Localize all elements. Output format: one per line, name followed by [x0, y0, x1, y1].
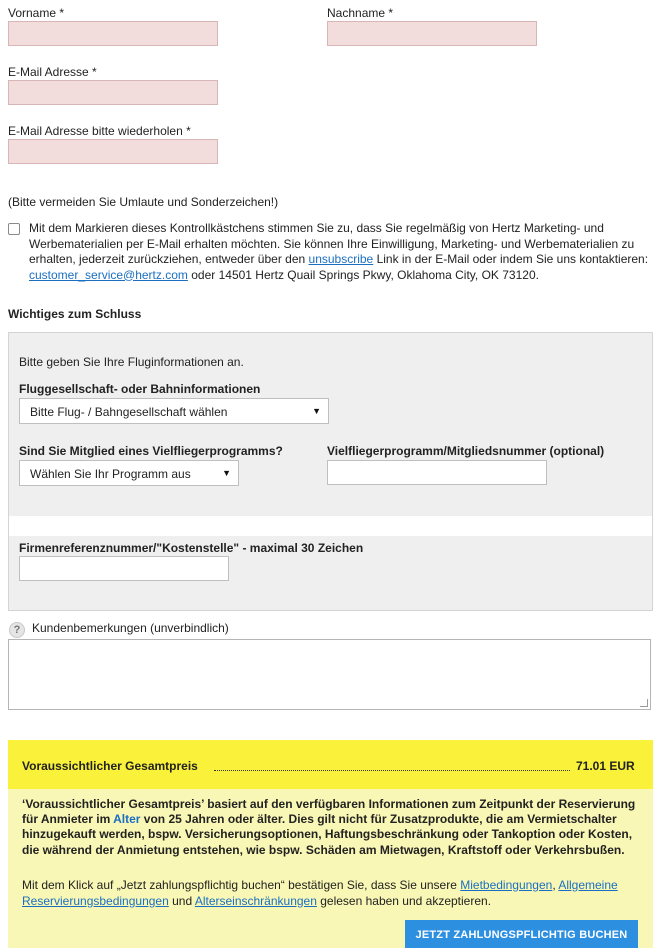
price-note: ‘Voraussichtlicher Gesamtpreis’ basiert auf den verfügbaren Informationen zum Zeitpunkt der Reservierung für Anmieter im Alter von 25 Jahren oder älter. Dies gilt nicht für Zusatzprodukte, die am Vermietschalter hinzugekauft werden, bspw. Versicherungsoptionen, Haftungsbeschränkung oder Tankoption oder Kosten, die während der Anmietung entstehen, wie bspw. Schäden am Mietwagen, Kraftstoff oder Verkehrsbußen. — [22, 797, 636, 857]
firstname-label: Vorname * — [8, 6, 65, 20]
ff-program-select[interactable]: Wählen Sie Ihr Programm aus ▼ — [19, 460, 239, 486]
customer-service-email-link[interactable]: customer_service@hertz.com — [29, 267, 188, 282]
final-heading: Wichtiges zum Schluss — [8, 307, 142, 321]
email-repeat-label: E-Mail Adresse bitte wiederholen * — [8, 124, 191, 138]
marketing-consent-checkbox[interactable] — [8, 223, 20, 235]
help-icon[interactable]: ? — [9, 622, 25, 638]
reservation-terms-link[interactable]: Allgemeine Reservierungsbedingungen — [22, 878, 618, 908]
airline-select[interactable]: Bitte Flug- / Bahngesellschaft wählen ▼ — [19, 398, 329, 424]
unsubscribe-link[interactable]: unsubscribe — [308, 252, 374, 266]
ff-number-label: Vielfliegerprogramm/Mitgliedsnummer (optional) — [327, 444, 605, 458]
email-label: E-Mail Adresse * — [8, 65, 97, 79]
consent-text: Mit dem Markieren dieses Kontrollkästchens stimmen Sie zu, dass Sie regelmäßig von Hertz Marketing- und Werbematerialien per E-Mail erhalten möchten. Sie können Ihre Einwilligung, Marketing- und Werbematerialien zu erhalten, jederzeit zurückziehen, entweder über den unsubscribe Link in der E-Mail oder indem Sie uns kontaktieren: customer_service@hertz.com oder 14501 Hertz Quail Springs Pkwy, Oklahoma City, OK 73120. — [29, 221, 649, 282]
remarks-textarea[interactable] — [8, 639, 651, 710]
lastname-input[interactable] — [327, 21, 537, 46]
age-link[interactable]: Alter — [113, 812, 141, 827]
flight-intro-text: Bitte geben Sie Ihre Fluginformationen an. — [19, 355, 244, 369]
airline-label: Fluggesellschaft- oder Bahninformationen — [19, 382, 261, 396]
firstname-input[interactable] — [8, 21, 218, 46]
chevron-down-icon: ▼ — [312, 406, 321, 416]
age-restrictions-link[interactable]: Alterseinschränkungen — [194, 893, 317, 908]
umlaut-hint: (Bitte vermeiden Sie Umlaute und Sonderzeichen!) — [8, 195, 279, 209]
email-repeat-input[interactable] — [8, 139, 218, 164]
ff-member-label: Sind Sie Mitglied eines Vielfliegerprogramms? — [19, 444, 283, 458]
price-value: 71.01 EUR — [576, 759, 635, 773]
resize-handle-icon[interactable] — [640, 699, 648, 707]
book-now-button[interactable]: JETZT ZAHLUNGSPFLICHTIG BUCHEN — [405, 920, 638, 948]
panel-separator — [9, 516, 652, 536]
chevron-down-icon: ▼ — [222, 468, 231, 478]
terms-text: Mit dem Klick auf „Jetzt zahlungspflichtig buchen“ bestätigen Sie, dass Sie unsere Mietbedingungen, Allgemeine Reservierungsbedingungen und Alterseinschränkungen gelesen haben und akzeptieren. — [22, 878, 618, 908]
rental-terms-link[interactable]: Mietbedingungen — [460, 878, 553, 892]
corp-ref-label: Firmenreferenznummer/"Kostenstelle" - maximal 30 Zeichen — [19, 541, 364, 555]
price-label: Voraussichtlicher Gesamtpreis — [22, 759, 198, 773]
corp-ref-input[interactable] — [19, 556, 229, 581]
email-input[interactable] — [8, 80, 218, 105]
price-dotted-leader — [214, 770, 570, 771]
ff-number-input[interactable] — [327, 460, 547, 485]
remarks-label: Kundenbemerkungen (unverbindlich) — [32, 621, 229, 635]
lastname-label: Nachname * — [327, 6, 394, 20]
